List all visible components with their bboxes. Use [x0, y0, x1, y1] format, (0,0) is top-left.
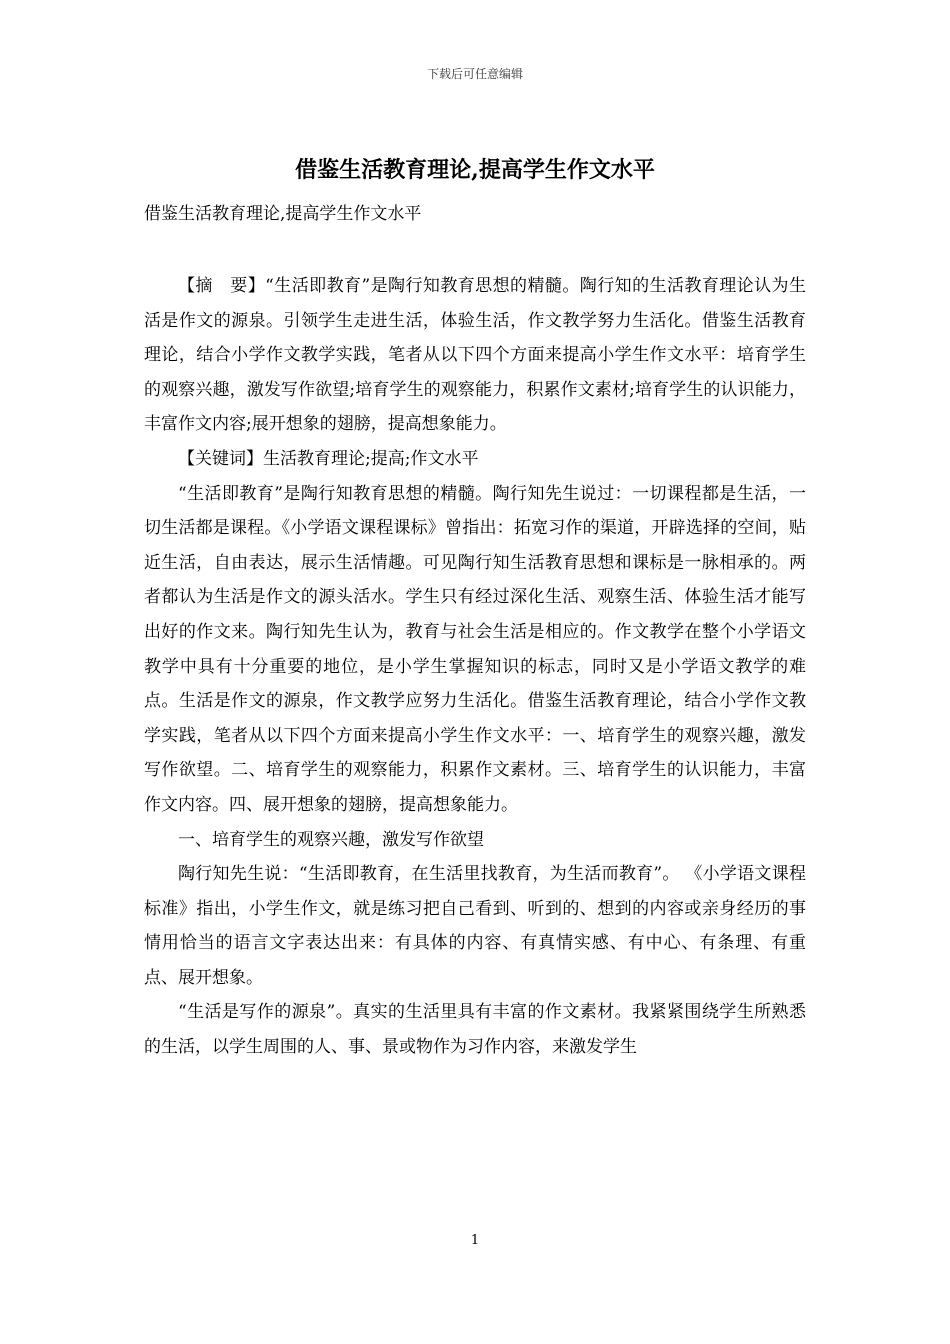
download-note: 下载后可任意编辑: [426, 67, 523, 81]
body-paragraph: 陶行知先生说：“生活即教育，在生活里找教育，为生活而教育”。 《小学语文课程标准》指出，小学生作文，就是练习把自己看到、听到的、想到的内容或亲身经历的事情用恰当的语言文字表达出来：有具体的内容、有真情实感、有中心、有条理、有重点、展开想象。: [144, 864, 806, 988]
body-paragraph: “生活是写作的源泉”。真实的生活里具有丰富的作文素材。我紧紧围绕学生所熟悉的生活，以学生周围的人、事、景或物作为习作内容，来激发学生: [144, 1002, 806, 1058]
document-subtitle: 借鉴生活教育理论,提高学生作文水平: [144, 204, 422, 224]
intro-paragraph: “生活即教育”是陶行知教育思想的精髓。陶行知先生说过：一切课程都是生活，一切生活都是课程。《小学语文课程课标》曾指出：拓宽习作的渠道，开辟选择的空间，贴近生活，自由表达，展示生活情趣。可见陶行知生活教育思想和课标是一脉相承的。两者都认为生活是作文的源头活水。学生只有经过深化生活、观察生活、体验生活才能写出好的作文来。陶行知先生认为，教育与社会生活是相应的。作文教学在整个小学语文教学中具有十分重要的地位，是小学生掌握知识的标志，同时又是小学语文教学的难点。生活是作文的源泉，作文教学应努力生活化。借鉴生活教育理论，结合小学作文教学实践，笔者从以下四个方面来提高小学生作文水平：一、培育学生的观察兴趣，激发写作欲望。二、培育学生的观察能力，积累作文素材。三、培育学生的认识能力，丰富作文内容。四、展开想象的翅膀，提高想象能力。: [144, 483, 806, 815]
keywords-paragraph: 【关键词】生活教育理论;提高;作文水平: [178, 448, 479, 469]
abstract-paragraph: 【摘 要】“生活即教育”是陶行知教育思想的精髓。陶行知的生活教育理论认为生活是作文的源泉。引领学生走进生活，体验生活，作文教学努力生活化。借鉴生活教育理论，结合小学作文教学实践，笔者从以下四个方面来提高小学生作文水平：培育学生的观察兴趣，激发写作欲望;培育学生的观察能力，积累作文素材;培育学生的认识能力，丰富作文内容;展开想象的翅膀，提高想象能力。: [144, 276, 806, 435]
document-body: [144, 269, 806, 1065]
section-heading: 一、培育学生的观察兴趣，激发写作欲望: [178, 829, 484, 850]
page-number: 1: [470, 1233, 480, 1248]
document-title: 借鉴生活教育理论,提高学生作文水平: [295, 157, 655, 183]
